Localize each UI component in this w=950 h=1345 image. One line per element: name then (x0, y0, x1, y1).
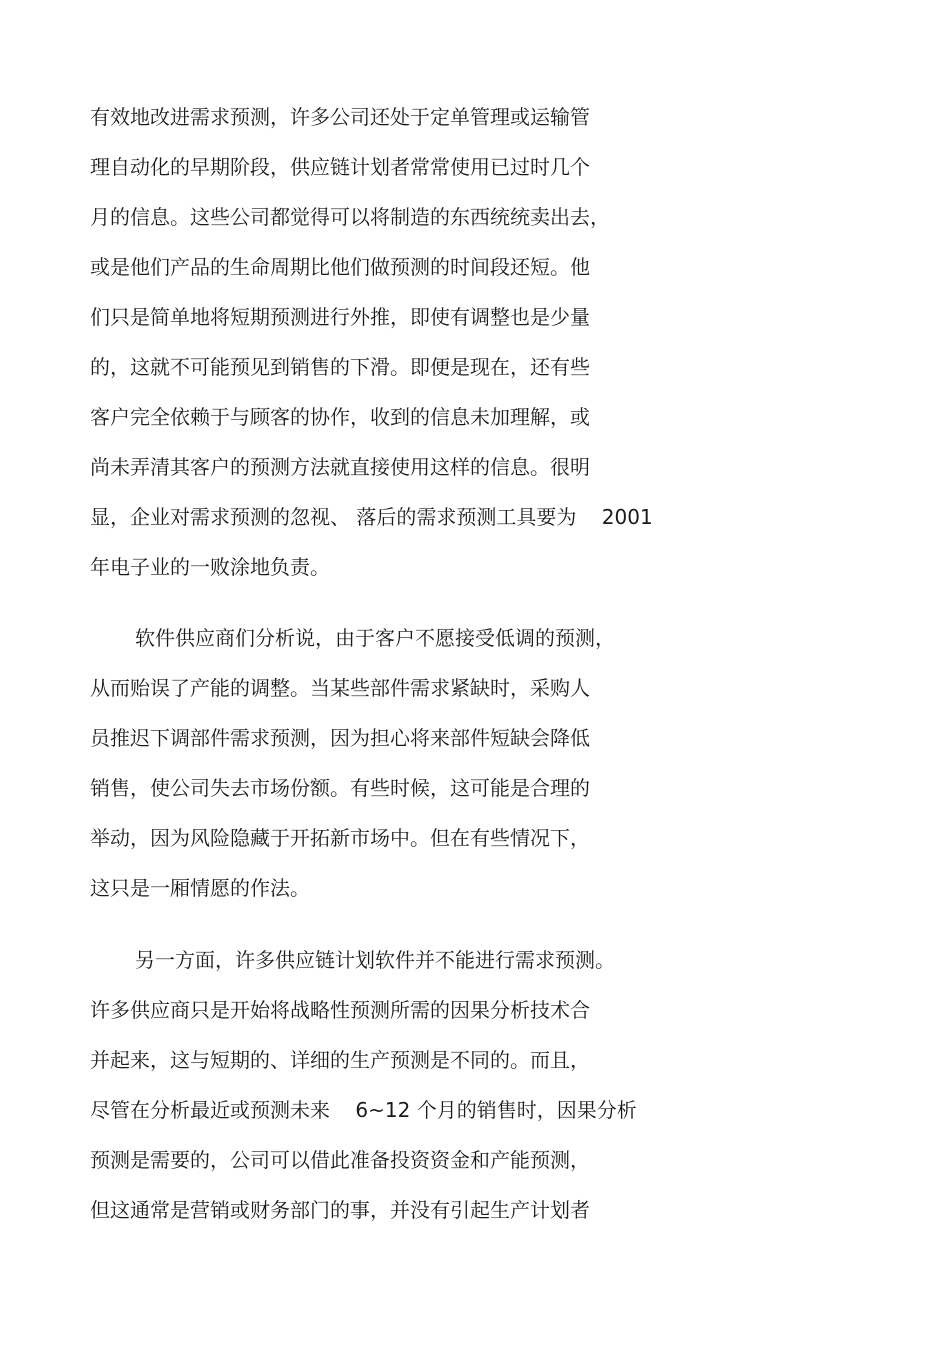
paragraph-1-line-6: 的，这就不可能预见到销售的下滑。即便是现在，还有些 (90, 355, 590, 379)
paragraph-2-line-4: 销售，使公司失去市场份额。有些时候，这可能是合理的 (90, 776, 590, 800)
paragraph-1-line-4: 或是他们产品的生命周期比他们做预测的时间段还短。他 (90, 255, 590, 279)
paragraph-1-line-10: 年电子业的一败涂地负责。 (90, 555, 330, 579)
paragraph-1-line-5: 们只是简单地将短期预测进行外推，即使有调整也是少量 (90, 305, 590, 329)
paragraph-2-line-2: 从而贻误了产能的调整。当某些部件需求紧缺时，采购人 (90, 676, 590, 700)
paragraph-1-line-8: 尚未弄清其客户的预测方法就直接使用这样的信息。很明 (90, 455, 590, 479)
paragraph-3-line-2: 许多供应商只是开始将战略性预测所需的因果分析技术合 (90, 998, 590, 1022)
paragraph-2-line-3: 员推迟下调部件需求预测，因为担心将来部件短缺会降低 (90, 726, 590, 750)
paragraph-1-line-9: 显，企业对需求预测的忽视、 落后的需求预测工具要为 2001 (90, 505, 653, 529)
paragraph-3-line-3: 并起来，这与短期的、详细的生产预测是不同的。而且， (90, 1048, 590, 1072)
paragraph-1-line-3: 月的信息。这些公司都觉得可以将制造的东西统统卖出去， (90, 205, 610, 229)
paragraph-3-line-4: 尽管在分析最近或预测未来 6~12 个月的销售时，因果分析 (90, 1098, 637, 1122)
paragraph-1-line-7: 客户完全依赖于与顾客的协作，收到的信息未加理解，或 (90, 405, 590, 429)
paragraph-3-line-1: 另一方面，许多供应链计划软件并不能进行需求预测。 (135, 948, 615, 972)
paragraph-3-line-5: 预测是需要的，公司可以借此准备投资资金和产能预测， (90, 1148, 590, 1172)
paragraph-1-line-2: 理自动化的早期阶段，供应链计划者常常使用已过时几个 (90, 155, 590, 179)
paragraph-3-line-6: 但这通常是营销或财务部门的事，并没有引起生产计划者 (90, 1198, 590, 1222)
paragraph-2-line-1: 软件供应商们分析说，由于客户不愿接受低调的预测， (135, 626, 615, 650)
paragraph-2-line-6: 这只是一厢情愿的作法。 (90, 876, 310, 900)
paragraph-2-line-5: 举动，因为风险隐藏于开拓新市场中。但在有些情况下， (90, 826, 590, 850)
paragraph-1-line-1: 有效地改进需求预测，许多公司还处于定单管理或运输管 (90, 105, 590, 129)
